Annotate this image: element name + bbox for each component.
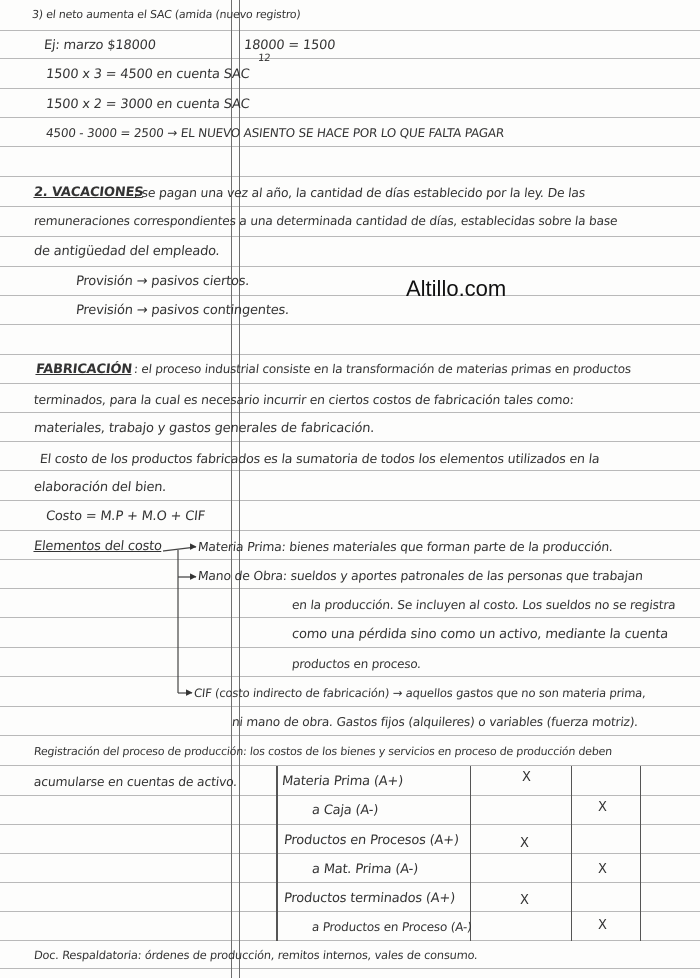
- vacaciones-title: 2. VACACIONES: [33, 185, 145, 200]
- fabricacion-title: FABRICACIÓN: [35, 362, 133, 377]
- ledger-credit: X: [598, 862, 607, 877]
- mano-obra-def-3: como una pérdida sino como un activo, mediante la cuenta: [291, 627, 669, 642]
- ledger-debit: X: [522, 770, 531, 785]
- costo-text-2: elaboración del bien.: [33, 480, 168, 495]
- vacaciones-text-3: de antigüedad del empleado.: [33, 244, 221, 259]
- fabricacion-text-3: materiales, trabajo y gastos generales de fabricación.: [33, 421, 376, 436]
- vacaciones-text-2: remuneraciones correspondientes a una determinada cantidad de días, establecidas sobre la base: [33, 214, 619, 228]
- mano-obra-def-4: productos en proceso.: [291, 657, 422, 671]
- vacaciones-text-1: : se pagan una vez al año, la cantidad de días establecido por la ley. De las: [133, 185, 586, 200]
- sac-new-entry-note: 3) el neto aumenta el SAC (amida (nuevo registro): [31, 8, 302, 21]
- arrow-icon: ▸: [186, 685, 193, 700]
- registracion-text-1: Registración del proceso de producción: los costos de los bienes y servicios en proceso de producción deben: [33, 745, 613, 758]
- fabricacion-text-1: : el proceso industrial consiste en la transformación de materias primas en productos: [133, 362, 632, 376]
- documentacion-respaldatoria: Doc. Respaldatoria: órdenes de producción, remitos internos, vales de consumo.: [33, 948, 479, 962]
- fabricacion-text-2: terminados, para la cual es necesario incurrir en ciertos costos de fabricación tales como:: [33, 392, 575, 407]
- prevision-line: Previsión → pasivos contingentes.: [75, 303, 290, 318]
- ledger-account: Productos en Procesos (A+): [283, 833, 460, 848]
- elementos-title: Elementos del costo: [33, 539, 163, 554]
- ledger-account: Productos terminados (A+): [283, 891, 456, 906]
- costo-text-1: El costo de los productos fabricados es la sumatoria de todos los elementos utilizados en la: [39, 451, 601, 466]
- arrow-icon: ▸: [190, 569, 197, 584]
- registracion-text-2: acumularse en cuentas de activo.: [33, 774, 238, 789]
- ledger-account: a Mat. Prima (A-): [311, 862, 419, 877]
- example-divisor: 12: [257, 53, 271, 64]
- ledger-credit: X: [598, 800, 607, 815]
- arrow-icon: ▸: [190, 539, 197, 554]
- calc-line-3: 4500 - 3000 = 2500 → EL NUEVO ASIENTO SE HACE POR LO QUE FALTA PAGAR: [45, 126, 505, 140]
- calc-line-1: 1500 x 3 = 4500 en cuenta SAC: [45, 67, 251, 82]
- costo-formula: Costo = M.P + M.O + CIF: [45, 509, 206, 524]
- ledger-credit: X: [598, 918, 607, 933]
- materia-prima-def: Materia Prima: bienes materiales que forman parte de la producción.: [197, 539, 614, 554]
- ledger-debit: X: [520, 836, 529, 851]
- calc-line-2: 1500 x 2 = 3000 en cuenta SAC: [45, 97, 251, 112]
- watermark-text: Altillo.com: [406, 276, 507, 301]
- mano-obra-def-2: en la producción. Se incluyen al costo. Los sueldos no se registra: [291, 598, 677, 612]
- example-salary: Ej: marzo $18000: [43, 38, 157, 53]
- mano-obra-def-1: Mano de Obra: sueldos y aportes patronales de las personas que trabajan: [197, 568, 644, 583]
- example-division: 18000 = 1500: [243, 38, 336, 53]
- ledger-account: Materia Prima (A+): [281, 774, 404, 789]
- provision-line: Provisión → pasivos ciertos.: [75, 274, 251, 289]
- ledger-account: a Productos en Proceso (A-): [311, 920, 473, 934]
- ledger-account: a Caja (A-): [311, 803, 379, 818]
- ledger-debit: X: [520, 893, 529, 908]
- cif-def-2: ni mano de obra. Gastos fijos (alquileres) o variables (fuerza motriz).: [231, 715, 639, 729]
- cif-def-1: CIF (costo indirecto de fabricación) → aquellos gastos que no son materia prima,: [193, 686, 647, 700]
